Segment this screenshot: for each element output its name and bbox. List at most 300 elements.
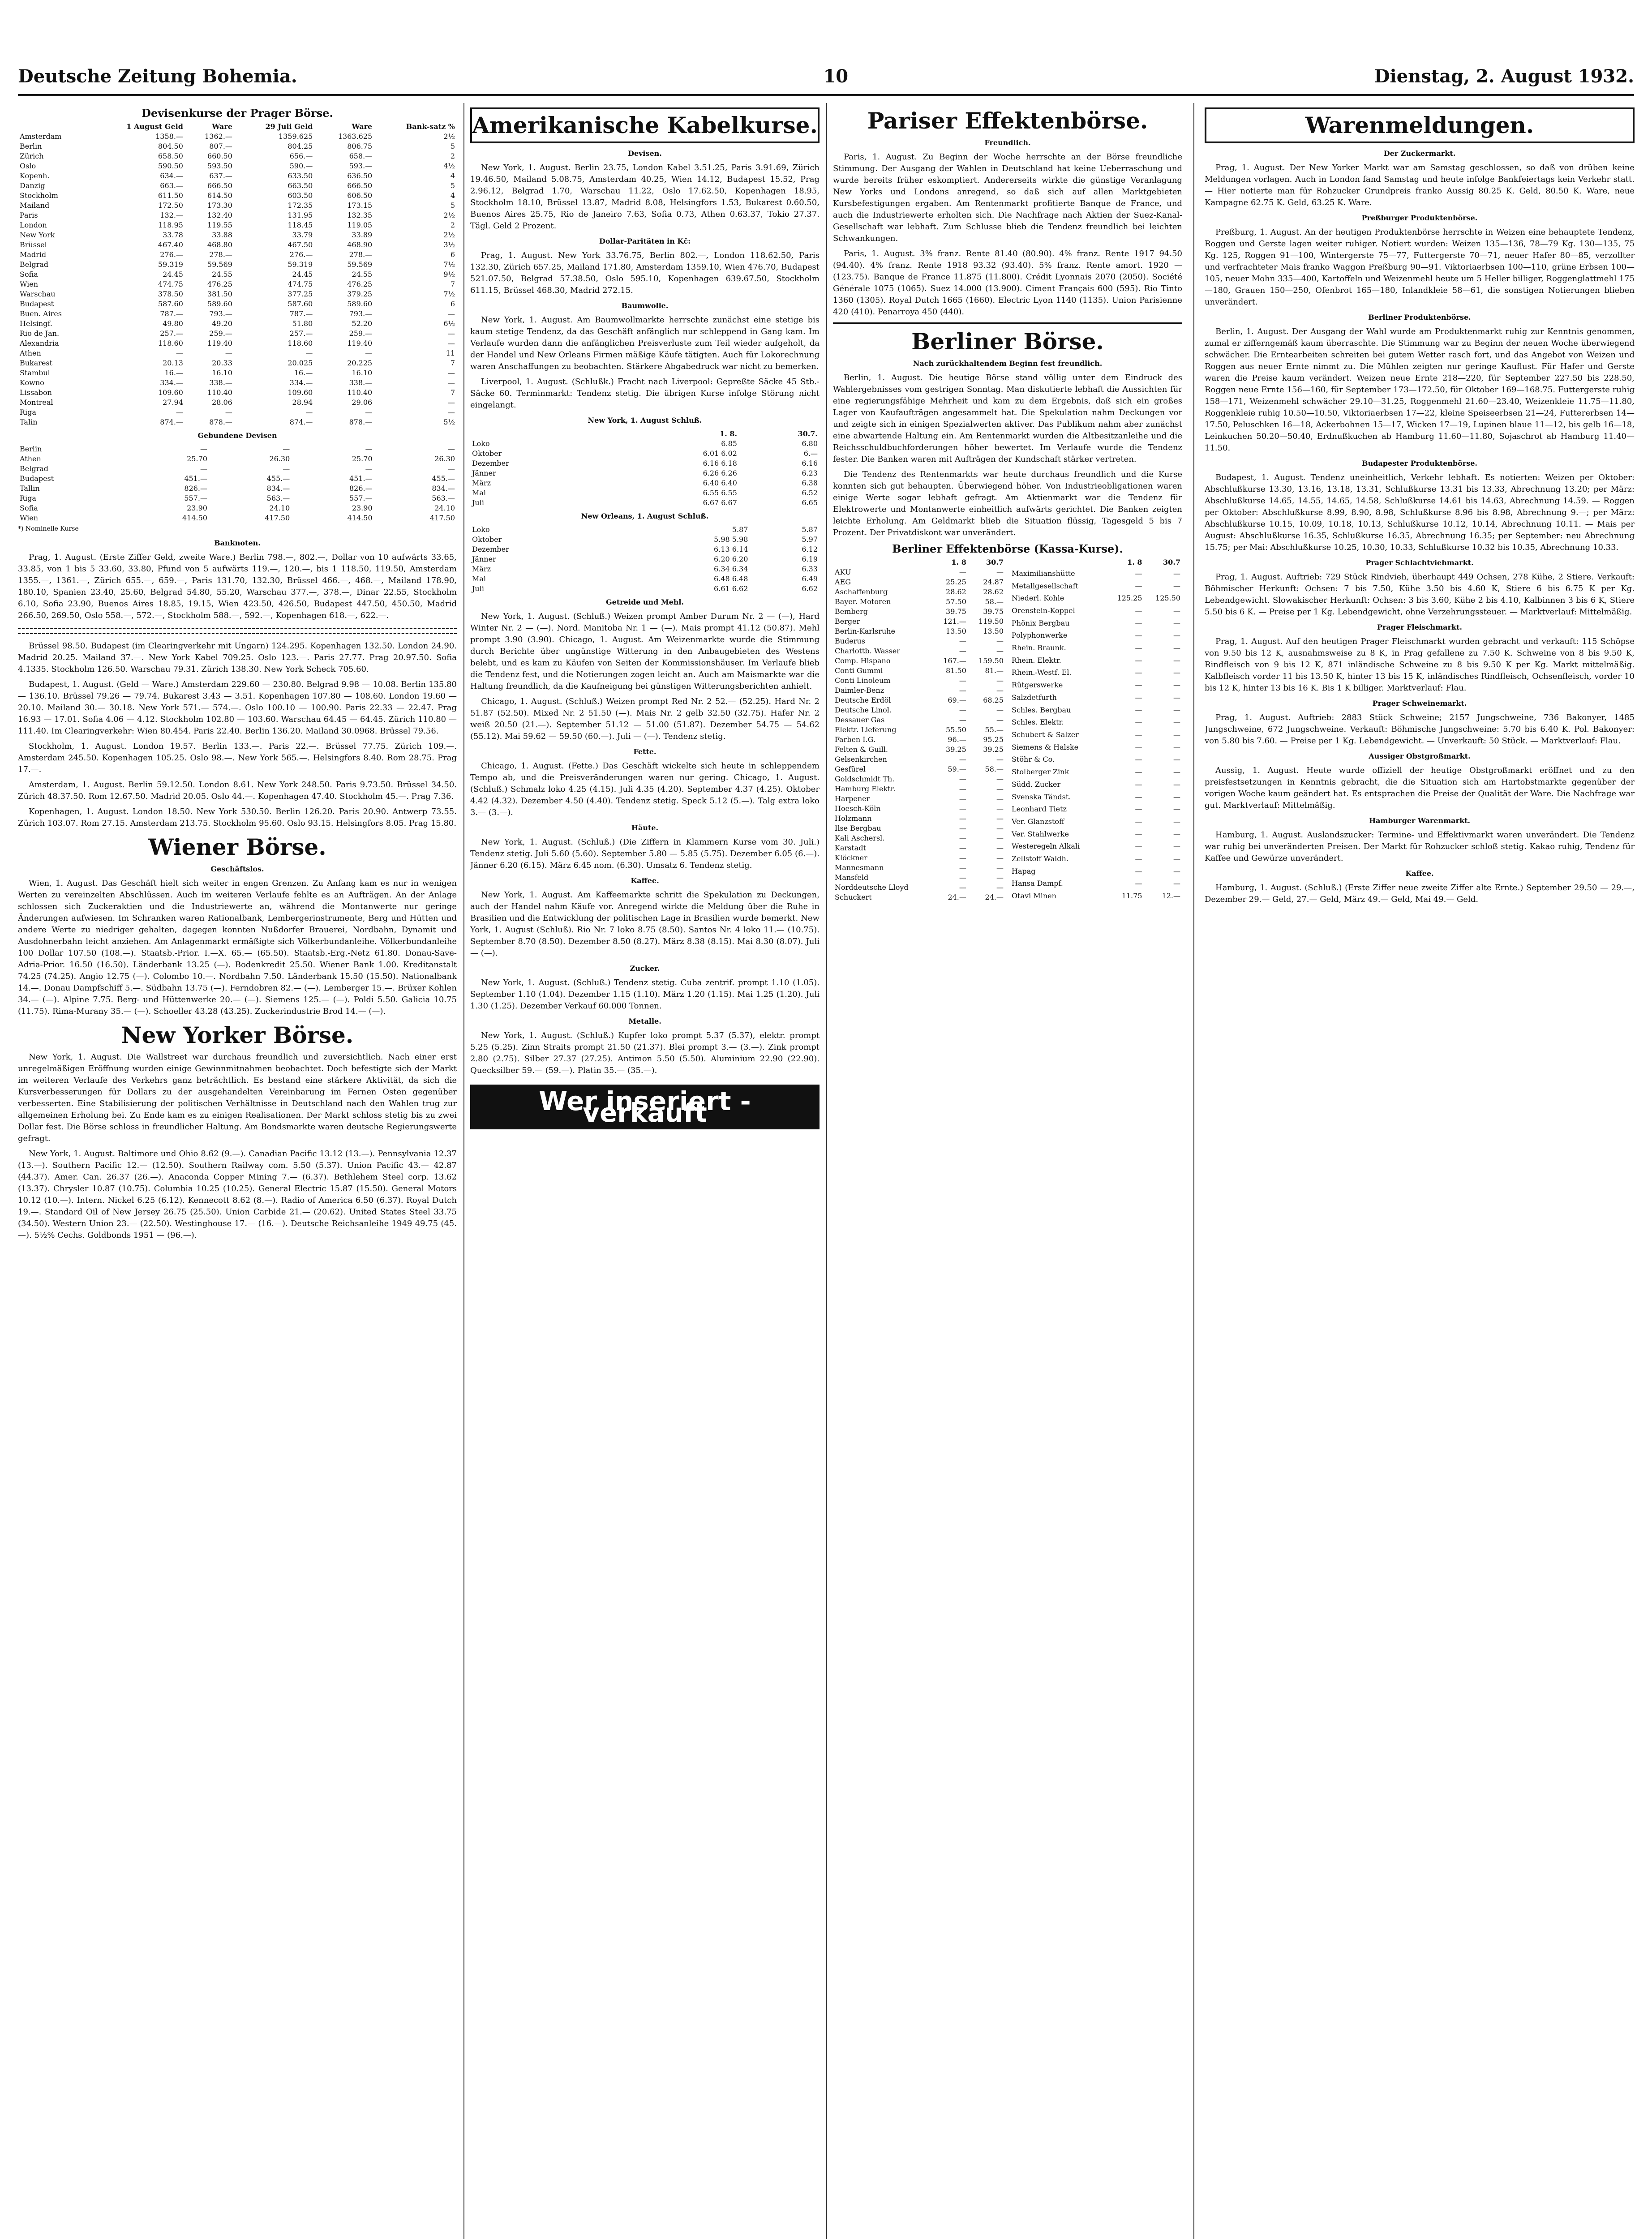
table-cell: — — [959, 804, 966, 813]
table-cell: — — [996, 706, 1004, 714]
table-row — [1010, 840, 1182, 853]
table-row — [18, 230, 457, 240]
table-cell: Dezember — [472, 545, 509, 553]
table-cell: 257.— — [289, 329, 313, 338]
table-cell: 7½ — [443, 260, 455, 269]
table-cell: — — [1135, 581, 1142, 590]
table-cell: 109.60 — [287, 388, 313, 397]
table-cell: — — [448, 398, 455, 407]
table-cell: 39.75 — [983, 607, 1004, 616]
cotton-table1-title: New York, 1. August Schluß. — [588, 416, 702, 425]
table-row — [470, 554, 820, 564]
table-cell: Juli — [472, 498, 484, 507]
table-cell: London — [20, 221, 47, 229]
table-row — [1010, 654, 1182, 667]
page-header — [18, 63, 1634, 90]
table-cell: Orenstein-Koppel — [1012, 606, 1075, 615]
table-cell: 806.75 — [347, 142, 373, 150]
table-row — [833, 843, 1005, 853]
table-cell: Daimler-Benz — [835, 686, 884, 695]
table-row — [18, 220, 457, 230]
table-cell: 4 — [450, 191, 455, 200]
table-cell: — — [959, 854, 966, 862]
table-cell: — — [305, 349, 313, 357]
table-cell: 6.48 6.48 — [714, 575, 748, 583]
getreide-text: New York, 1. August. (Schluß.) Weizen prompt Amber Durum Nr. 2 — (—), Hard Winter Nr. 2 — (—). Nord. Manitoba Nr. 1 — (—). Mais prompt 41.12 (50.87). Mehl prompt 3.90 (3.90). Chicago, 1. August. Am Weizenmarkte wurde die Stimmung durch Berichte über ungünstige Witterung in den Anbaugebieten des Westens belebt, und es kam zu Käufen von Seiten der Kommissionshäuser. Im Verlaufe blieb die Tendenz fest, und die Notierungen zogen leicht an. Auch am Maismarkte war die Haltung freundlich, da die Kaufneigung bei günstigen Witterungsberichten anhielt. — [470, 612, 820, 691]
table-cell: — — [283, 445, 290, 453]
table-cell: — — [959, 794, 966, 803]
table-row — [833, 636, 1005, 646]
table-row — [833, 863, 1005, 873]
table-cell: 125.50 — [1155, 594, 1180, 603]
table-row — [470, 584, 820, 594]
table-row — [470, 468, 820, 478]
table-cell: 5.97 — [802, 535, 818, 544]
table-cell: 414.50 — [182, 514, 207, 522]
table-cell: — — [1173, 631, 1180, 640]
table-row — [833, 892, 1005, 902]
table-cell: — — [1135, 842, 1142, 851]
table-row — [1010, 567, 1182, 580]
table-cell: 276.— — [289, 250, 313, 259]
table-cell: Goldschmidt Th. — [835, 775, 895, 783]
table-cell: Hoesch-Köln — [835, 804, 881, 813]
table-cell: 1363.625 — [338, 132, 373, 141]
table-row — [833, 656, 1005, 666]
table-row — [18, 260, 457, 270]
table-cell: 132.— — [160, 211, 183, 219]
table-row — [1010, 803, 1182, 815]
table-row — [18, 319, 457, 329]
table-cell: Mailand — [20, 201, 50, 210]
baumwolle-text: New York, 1. August. Am Baumwollmarkte herrschte zunächst eine stetige bis kaum stetige Tendenz, da das Geschäft anfänglich nur schleppend in Gang kam. Im Verlaufe wurden dann die anfänglichen Preisverluste zum Teil wieder aufgeholt, da der Handel und New Orleans Firmen mäßige Käufe tätigten. Auch für Lokorechnung waren Anschaffungen zu beobachten. Stärkere Abgabedruck war nicht zu bemerken. — [470, 315, 820, 371]
berliner-produkten-sub: Berliner Produktenbörse. — [1368, 313, 1471, 322]
table-row — [470, 478, 820, 488]
table-cell: 118.45 — [287, 221, 313, 229]
table-cell: 633.50 — [287, 172, 313, 180]
table-row — [470, 535, 820, 545]
paritaeten-sub: Dollar-Paritäten in Kč: — [599, 237, 691, 245]
table-cell: — — [959, 706, 966, 714]
table-cell: 257.— — [160, 329, 183, 338]
table-cell: Paris — [20, 211, 38, 219]
table-cell: 1358.— — [155, 132, 183, 141]
table-cell: 834.— — [432, 484, 455, 493]
banknoten-title: Banknoten. — [214, 539, 261, 547]
table-cell: 59.319 — [158, 260, 183, 269]
table-cell: 11.75 — [1121, 892, 1142, 901]
table-row — [18, 474, 457, 484]
table-row — [1010, 729, 1182, 741]
table-cell: 6.23 — [802, 469, 818, 477]
table-row — [470, 574, 820, 584]
table-cell: 4½ — [443, 162, 455, 170]
table-cell: Athen — [20, 349, 41, 357]
table-row — [18, 299, 457, 309]
table-row — [18, 398, 457, 407]
table-cell: — — [448, 464, 455, 473]
table-header-cell: Bank-satz % — [406, 122, 455, 131]
table-cell: — — [996, 716, 1004, 724]
table-cell: 7 — [450, 280, 455, 288]
table-header-cell: 1. 8 — [1127, 558, 1142, 566]
table-cell: — — [1135, 817, 1142, 826]
table-cell: — — [305, 408, 313, 416]
table-cell: Phönix Bergbau — [1012, 618, 1070, 627]
kaffee-text: New York, 1. August. Am Kaffeemarkte schritt die Spekulation zu Deckungen, auch der Handel nahm Käufe vor. Anregend wirkte die Meldung über die Ruhe in Brasilien und die Entwicklung der politischen Lage in Brasilien wurde bemerkt. New York, 1. August (Schluß). Rio Nr. 7 loko 8.75 (8.50). Santos Nr. 4 loko 11.— (10.75). September 8.70 (8.50). Dezember 8.50 (8.27). März 8.38 (8.15). Mai 8.30 (8.07). Juli — (—). — [470, 890, 820, 958]
table-row — [18, 250, 457, 260]
table-cell: — — [959, 883, 966, 892]
table-cell: 637.— — [209, 172, 232, 180]
table-cell: 6.34 6.34 — [714, 565, 748, 573]
table-cell: 11 — [446, 349, 455, 357]
table-cell: 878.— — [349, 418, 373, 426]
table-row — [18, 464, 457, 474]
table-cell: — — [959, 785, 966, 793]
table-cell: — — [959, 686, 966, 695]
table-cell: Stambul — [20, 369, 50, 377]
banknoten-text: Prag, 1. August. (Erste Ziffer Geld, zweite Ware.) Berlin 798.—, 802.—, Dollar von 10 aufwärts 33.65, 33.85, von 1 bis 5 33.60, 33.80, Pfund von 5 aufwärts 119.—, 120.—, bis 1 118.50, 119.50, Amsterdam 1355.—, 1361.—, Zürich 655.—, 659.—, Paris 131.70, 132.30, Brüssel 466.—, 468.—, Mailand 178.90, 180.10, Spanien 23.40, 25.60, Belgrad 54.80, 55.20, Warschau 377.—, 378.—, Dinar 22.55, Stockholm 6.10, Sofia 23.90, Buenos Aires 18.85, 19.15, Wien 423.50, 426.50, Budapest 447.50, 450.50, Madrid 266.50, 269.50, Oslo 558.—, 572.—, Stockholm 588.—, 592.—, Kopenhagen 618.—, 622.—. — [18, 553, 457, 620]
table-row — [833, 883, 1005, 892]
table-row — [833, 567, 1005, 577]
table-cell: — — [959, 676, 966, 685]
table-cell: 25.70 — [187, 455, 207, 463]
table-cell: 658.— — [349, 152, 373, 160]
chicago-text: Chicago, 1. August. (Schluß.) Weizen prompt Red Nr. 2 52.— (52.25). Hard Nr. 2 51.87 (52.50). Mixed Nr. 2 51.50 (—). Mais Nr. 2 gelb 32.50 (32.75). Hafer Nr. 2 weiß 20.50 (21.—). September 51.12 — 51.00 (51.87). Dezember 54.75 — 54.62 (55.12). Mai 59.62 — 59.50 (60.—). Juli — (—). Tendenz stetig. — [470, 697, 820, 741]
table-cell: 414.50 — [347, 514, 373, 522]
table-row — [1010, 828, 1182, 841]
table-header-cell: 29 Juli Geld — [265, 122, 313, 131]
table-cell: 2½ — [443, 231, 455, 239]
table-cell: 1359.625 — [278, 132, 313, 141]
table-header-cell: Ware — [352, 122, 373, 131]
table-cell: 20.13 — [163, 359, 183, 367]
table-row — [18, 417, 457, 427]
table-cell: — — [959, 637, 966, 645]
table-cell: 172.35 — [287, 201, 313, 210]
table-cell: 81.50 — [946, 666, 966, 675]
table-row — [18, 378, 457, 388]
table-header-cell: 1. 8. — [719, 429, 737, 438]
table-cell: — — [959, 716, 966, 724]
table-cell: — — [1173, 581, 1180, 590]
table-cell: 587.60 — [287, 300, 313, 308]
table-cell: 2½ — [443, 132, 455, 141]
newyork-text: New York, 1. August. Die Wallstreet war durchaus freundlich und zuversichtlich. Nach einer erst unregelmäßigen Eröffnung wurden einige Gewinnmitnahmen beobachtet. Doch befestigte sich der Markt im weiteren Verlaufe des Verkehrs ganz beträchtlich. Es bestand eine stärkere Aktivität, da sich die Kursverbesserungen für Dollars zu der ausgehandelten Vereinbarung im Fernen Osten gegenüber verbesserten. Eine Stabilisierung der politischen Verhältnisse in Deutschland nach den Wahlen trug zur allgemeinen Erholung bei. Zu Ende kam es zu einigen Realisationen. Der Markt schloss stetig bis zu zwei Dollar fest. Die Börse schloss in freundlicher Haltung. Am Bondsmarkte waren deutsche Regierungswerte gefragt. — [18, 1052, 457, 1143]
table-cell: Conti Linoleum — [835, 676, 891, 685]
table-row — [1010, 766, 1182, 778]
section-title-pariser: Pariser Effektenbörse. — [867, 107, 1148, 134]
table-cell: — — [1173, 817, 1180, 826]
table-cell: — — [1135, 768, 1142, 776]
table-cell: 5 — [450, 201, 455, 210]
table-row — [1010, 815, 1182, 828]
effekten-title: Berliner Effektenbörse (Kassa-Kurse). — [892, 542, 1123, 555]
table-cell: 24.10 — [434, 504, 455, 512]
table-cell: 26.30 — [269, 455, 290, 463]
table-cell: 259.— — [209, 329, 232, 338]
table-row — [18, 407, 457, 417]
table-cell: Gesfürel — [835, 765, 866, 773]
column-waren — [1205, 103, 1635, 2239]
table-cell: 6 — [450, 250, 455, 259]
table-cell: Felten & Guill. — [835, 745, 888, 754]
table-cell: 7 — [450, 388, 455, 397]
table-cell: 95.25 — [983, 735, 1004, 744]
table-cell: 6.38 — [802, 479, 818, 487]
table-cell: 787.— — [289, 309, 313, 318]
table-cell: Comp. Hispano — [835, 656, 891, 665]
table-cell: Lissabon — [20, 388, 52, 397]
table-cell: März — [472, 565, 491, 573]
table-cell: 6.55 6.55 — [703, 489, 737, 497]
cotton-table-newyork — [470, 429, 820, 508]
table-cell: 557.— — [184, 494, 207, 502]
table-cell: — — [996, 834, 1004, 842]
section-title-kabelkurse: Amerikanische Kabelkurse. — [470, 107, 820, 143]
table-cell: Salzdetfurth — [1012, 693, 1057, 702]
table-cell: Berlin — [20, 142, 42, 150]
table-row — [470, 498, 820, 508]
table-cell: Montreal — [20, 398, 53, 407]
table-cell: Stöhr & Co. — [1012, 755, 1055, 764]
table-row — [18, 279, 457, 289]
zucker-text: Prag, 1. August. Der New Yorker Markt war am Samstag geschlossen, so daß von drüben keine Meldungen vorlagen. Auch in London fand Samstag und heute infolge Bankfeiertags kein Verkehr statt. — Hier notierte man für Rohzucker Grundpreis franko Aussig 80.25 K. Geld, 80.50 K. Ware, neue Kampagne 62.75 K. Geld, 63.25 K. Ware. — [1205, 163, 1635, 207]
brussel-text: Brüssel 98.50. Budapest (im Clearingverkehr mit Ungarn) 124.295. Kopenhagen 132.50. London 24.90. Madrid 20.25. Mailand 37.—. New York Kabel 709.25. Oslo 123.—. Paris 27.77. Prag 20.97.50. Sofia 4.1335. Stockholm 126.50. Warschau 79.31. Zürich 138.30. New York Scheck 705.60. — [18, 641, 457, 674]
table-cell: Norddeutsche Lloyd — [835, 883, 909, 892]
table-cell: — — [1173, 742, 1180, 751]
table-cell: — — [1173, 730, 1180, 739]
table-cell: — — [996, 755, 1004, 763]
table-cell: Conti Gummi — [835, 666, 883, 675]
table-cell: — — [1135, 879, 1142, 888]
table-cell: 121.— — [943, 617, 966, 626]
table-header-cell — [833, 558, 933, 567]
table-cell: — — [1135, 755, 1142, 764]
table-cell: 6.67 6.67 — [703, 498, 737, 507]
table-cell: New York — [20, 231, 55, 239]
table-cell: 6.40 6.40 — [703, 479, 737, 487]
berliner-produkten-text: Berlin, 1. August. Der Ausgang der Wahl wurde am Produktenmarkt ruhig zur Kenntnis genommen, zumal er zifferngemäß kaum überraschte. Die Stimmung war zu Beginn der neuen Woche überwiegend schwächer. Die Erntearbeiten schreiten bei gutem Wetter rasch fort, und das Angebot von Weizen und Roggen aus neuer Ernte nimmt zu. Die Mühlen zeigten nur geringe Kauflust. Für Hafer und Gerste waren die Preise kaum verändert. Weizen neue Ernte 218—220, für September 227.50 bis 228.50, Roggen neue Ernte 156—160, für September 173—172.50, für Oktober 169—168.75. Futtergerste ruhig 158—171, Weizenmehl schwächer 29.10—31.25, Roggenmehl 21.60—23.40, Weizenkleie 11.75—11.80, Roggenkleie ruhig 10.50—10.50, Viktoriaerbsen 17—22, kleine Speiseerbsen 21—24, Futtererbsen 14—17.50, Peluschken 16—18, Ackerbohnen 15—17, Wicken 17—19, Lupinen blaue 11—12, bis gelb 16—18, Leinkuchen 50.20—50.40, Erdnußkuchen ab Hamburg 11.60—11.80, Sojaschrot ab Hamburg 11.40—11.50. — [1205, 327, 1635, 453]
table-cell: 3½ — [443, 240, 455, 249]
table-row — [833, 686, 1005, 695]
table-row — [833, 824, 1005, 833]
table-cell: — — [1135, 805, 1142, 814]
kaffee-sub: Kaffee. — [1405, 869, 1434, 878]
table-cell: 6.19 — [802, 555, 818, 563]
table-cell: — — [1135, 656, 1142, 665]
table-cell: 55.— — [985, 725, 1004, 734]
budapest-sub: Budapester Produktenbörse. — [1362, 459, 1477, 468]
table-cell: 33.88 — [212, 231, 232, 239]
hamburg-sub: Hamburger Warenmarkt. — [1369, 816, 1470, 825]
table-cell: — — [1173, 842, 1180, 851]
table-row — [18, 454, 457, 464]
table-cell: — — [1135, 681, 1142, 690]
table-cell: Metallgesellschaft — [1012, 581, 1079, 590]
column-finance — [18, 103, 457, 2239]
table-cell: Leonhard Tietz — [1012, 805, 1067, 814]
table-row — [833, 577, 1005, 587]
table-cell: — — [996, 794, 1004, 803]
table-cell: 656.— — [289, 152, 313, 160]
table-row — [18, 388, 457, 398]
table-cell: 338.— — [209, 378, 232, 387]
table-cell: Aschaffenburg — [835, 588, 888, 596]
budapest-text: Budapest, 1. August. (Geld — Ware.) Amsterdam 229.60 — 230.80. Belgrad 9.98 — 10.08. Berlin 135.80 — 136.10. Brüssel 79.26 — 79.74. Bukarest 3.43 — 3.51. Kopenhagen 107.80 — 108.60. London 19.60 — 20.10. Mailand 30.— 30.18. New York 571.— 574.—. Oslo 100.10 — 100.90. Paris 22.33 — 22.47. Prag 16.93 — 17.01. Sofia 4.06 — 4.12. Stockholm 102.80 — 103.60. Warschau 64.45 — 64.45. Zürich 110.80 — 111.40. Im Clearingverkehr: Wien 80.454. Paris 22.40. Berlin 136.20. Mailand 30.0968. Brüssel 79.56. — [18, 680, 457, 736]
column-divider — [1193, 103, 1194, 2239]
table-cell: — — [1173, 829, 1180, 838]
table-cell: 6.26 6.26 — [703, 469, 737, 477]
paritaeten-text: Prag, 1. August. New York 33.76.75, Berlin 802.—, London 118.62.50, Paris 132.30, Zürich 657.25, Mailand 171.80, Amsterdam 1359.10, Wien 476.70, Budapest 521.07.50, Belgrad 57.38.50, Oslo 595.10, Kopenhagen 639.67.50, Stockholm 611.15, Brüssel 468.30, Madrid 272.15. — [470, 251, 820, 295]
table-cell: Wien — [20, 280, 39, 288]
table-row — [1010, 605, 1182, 617]
table-cell: 474.75 — [158, 280, 183, 288]
table-cell: Otavi Minen — [1012, 892, 1056, 901]
table-row — [833, 833, 1005, 843]
table-cell: — — [448, 339, 455, 347]
kaffee-text: Hamburg, 1. August. (Schluß.) (Erste Ziffer neue zweite Ziffer alte Ernte.) September 29.50 — 29.—, Dezember 29.— Geld, 27.— Geld, März 49.— Geld, Mai 49.— Geld. — [1205, 883, 1635, 904]
table-cell: Bayer. Motoren — [835, 597, 891, 606]
table-cell: 39.25 — [946, 745, 966, 754]
header-rule — [18, 94, 1634, 96]
table-cell: 878.— — [209, 418, 232, 426]
table-cell: 58.— — [985, 597, 1004, 606]
table-cell: Farben I.G. — [835, 735, 876, 744]
table-cell: 377.25 — [287, 290, 313, 298]
table-row — [1010, 791, 1182, 803]
table-cell: — — [1173, 879, 1180, 888]
table-row — [18, 171, 457, 181]
table-cell: 24.55 — [352, 270, 373, 279]
table-cell: 119.55 — [207, 221, 232, 229]
table-row — [18, 181, 457, 191]
liverpool-text: Liverpool, 1. August. (Schlußk.) Fracht nach Liverpool: Gepreßte Säcke 45 Stb.-Säcke 60. Terminmarkt: Tendenz stetig. Die übrigen Kurse infolge Störung nicht eingelangt. — [470, 377, 820, 410]
table-cell: 6.13 6.14 — [714, 545, 748, 553]
header-page-number: 10 — [823, 65, 849, 87]
table-row — [470, 525, 820, 535]
table-cell: Rhein.-Westf. El. — [1012, 668, 1072, 677]
berliner-text: Berlin, 1. August. Die heutige Börse stand völlig unter dem Eindruck des Wahlergebnisses vom gestrigen Sonntag. Man diskutierte lebhaft die Aussichten für eine regierungsfähige Mehrheit und kam zu dem Ergebnis, daß sich ein großes Lager von Kaufaufträgen angesammelt hat. Die Spekulation nahm Deckungen vor und zeigte sich in einigen Spezialwerten aktiver. Das Publikum nahm aber zunächst eine abwartende Haltung ein. Am Rentenmarkt wurden die Altbesitzanleihe und die Reichsschuldbuchforderungen höher bewertet. Im Verlaufe wurde die Tendenz fester. Die Banken waren mit Aufträgen der Kundschaft stärker vertreten. — [833, 373, 1182, 464]
table-cell: 334.— — [160, 378, 183, 387]
table-cell: 20.33 — [212, 359, 232, 367]
table-cell: Zürich — [20, 152, 44, 160]
table-row — [18, 240, 457, 250]
table-cell: 16.— — [164, 369, 183, 377]
section-title-devisen: Devisenkurse der Prager Börse. — [142, 107, 333, 120]
table-row — [470, 488, 820, 498]
table-cell: Svenska Tändst. — [1012, 792, 1071, 801]
table-cell: Elektr. Lieferung — [835, 725, 897, 734]
table-cell: Berlin — [20, 445, 42, 453]
table-cell: 29.06 — [352, 398, 373, 407]
budapest-text: Budapest, 1. August. Tendenz uneinheitlich, Verkehr lebhaft. Es notierten: Weizen per Oktober: Abschlußkurse 13.30, 13.16, 13.18, 13.31, Schlußkurse 13.31 bis 13.33, Abrechnung 13.20; per März: Abschlußkurse 14.65, 14.55, 14.65, 14.58, Schlußkurse 14.61 bis 14.63, Abrechnung 14.59. — Roggen per Oktober: Abschlußkurse 8.99, 8.90, 8.98, Schlußkurse 8.96 bis 8.98, Abrechnung 9.—; per März: Abschlußkurse 10.15, 10.09, 10.18, 10.13, Schlußkurse 10.12, 10.14, Abrechnung 10.11. — Mais per August: Abschlußkurse 16.35, Schlußkurse 16.35, Abrechnung 16.35; per September: neu Abrechnung 15.75; per Mai: Abschlußkurse 10.25, 10.30, 10.33, Schlußkurse 10.32 bis 10.35, Abrechnung 10.33. — [1205, 473, 1635, 552]
table-cell: 787.— — [160, 309, 183, 318]
table-cell: — — [1135, 780, 1142, 789]
table-cell: — — [959, 568, 966, 576]
table-cell: — — [1135, 643, 1142, 652]
table-cell: 6.85 — [721, 439, 737, 448]
table-cell: Ver. Glanzstoff — [1012, 817, 1064, 826]
table-cell: — — [1173, 656, 1180, 665]
table-cell: — — [1135, 618, 1142, 627]
table-cell: — — [1173, 718, 1180, 727]
table-cell: — — [1135, 854, 1142, 863]
table-row — [18, 161, 457, 171]
table-cell: 173.30 — [207, 201, 232, 210]
haeute-sub: Häute. — [631, 824, 659, 832]
table-cell: — — [1135, 631, 1142, 640]
table-header-cell — [1010, 558, 1106, 567]
table-cell: — — [365, 408, 373, 416]
table-cell: 563.— — [266, 494, 290, 502]
table-row — [1010, 679, 1182, 691]
wiener-sub: Geschäftslos. — [210, 865, 264, 873]
table-row — [18, 210, 457, 220]
newyork-quotes: New York, 1. August. Baltimore und Ohio 8.62 (9.—). Canadian Pacific 13.12 (13.—). Pennsylvania 12.37 (13.—). Southern Pacific 12.— (12.50). Southern Railway com. 5.50 (5.37). Union Pacific 43.— 42.87 (44.37). Amer. Can. 26.37 (26.—). Anaconda Copper Mining 7.— (6.37). Bethlehem Steel corp. 13.62 (13.37). Chrysler 10.87 (10.75). Columbia 10.25 (10.25). General Electric 15.87 (15.50). General Motors 10.12 (10.—). Intern. Nickel 6.25 (6.12). Kennecott 8.62 (8.—). Radio of America 6.50 (6.37). Royal Dutch 19.—. Standard Oil of New Jersey 26.75 (25.50). Union Carbide 21.— (20.62). United States Steel 33.75 (34.50). Western Union 23.— (22.50). Westinghouse 17.— (16.—). Deutsche Reichsanleihe 1949 49.75 (45.—). 5½% Cechs. Goldbonds 1951 — (96.—). — [18, 1149, 457, 1240]
table-cell: Harpener — [835, 794, 870, 803]
table-cell: 660.50 — [207, 152, 232, 160]
table-row — [470, 439, 820, 449]
schweine-text: Prag, 1. August. Auftrieb: 2883 Stück Schweine; 2157 Jungschweine, 736 Bakonyer, 1485 Jungschweine, 672 Jungschweine. Verkauft: Böhmische Jungschweine: 5.70 bis 6.40 K. Pol. Bakonyer: von 5.80 bis 7.60. — Preise per 1 Kg. Lebendgewicht. — Unverkauft: 50 Stück. — Marktverlauf: Flau. — [1205, 713, 1635, 746]
table-cell: Charlottb. Wasser — [835, 647, 900, 655]
table-cell: Schles. Elektr. — [1012, 718, 1064, 727]
effekten-table-a — [833, 558, 1005, 902]
table-cell: — — [200, 464, 207, 473]
zucker-text: New York, 1. August. (Schluß.) Tendenz stetig. Cuba zentrif. prompt 1.10 (1.05). September 1.10 (1.04). Dezember 1.15 (1.10). März 1.20 (1.15). Mai 1.25 (1.20). Juli 1.30 (1.25). Dezember Verkauf 60.000 Tonnen. — [470, 978, 820, 1011]
table-cell: 33.79 — [292, 231, 313, 239]
table-cell: 24.45 — [292, 270, 313, 279]
table-row — [833, 695, 1005, 705]
table-row — [833, 646, 1005, 656]
table-cell: — — [1173, 866, 1180, 875]
table-cell: Niederl. Kohle — [1012, 594, 1064, 603]
table-cell: 13.50 — [946, 627, 966, 635]
table-row — [833, 626, 1005, 636]
table-row — [18, 339, 457, 348]
table-cell: 587.60 — [158, 300, 183, 308]
table-cell: 6 — [450, 300, 455, 308]
table-cell: 6.33 — [802, 565, 818, 573]
column-american — [470, 103, 820, 2239]
table-row — [1010, 853, 1182, 865]
table-cell: Holzmann — [835, 814, 872, 823]
table-row — [1010, 642, 1182, 654]
table-cell: 793.— — [209, 309, 232, 318]
table-row — [18, 151, 457, 161]
table-cell: — — [365, 445, 373, 453]
table-cell: Oktober — [472, 449, 502, 458]
table-row — [833, 597, 1005, 607]
table-cell: 5.98 5.98 — [714, 535, 748, 544]
table-cell: Oktober — [472, 535, 502, 544]
table-row — [833, 715, 1005, 725]
table-cell: Ver. Stahlwerke — [1012, 829, 1069, 838]
table-cell: 467.50 — [287, 240, 313, 249]
zucker-sub: Zucker. — [630, 964, 660, 973]
table-row — [18, 484, 457, 493]
table-cell: 24.10 — [269, 504, 290, 512]
kopenhagen-text: Kopenhagen, 1. August. London 18.50. New York 530.50. Berlin 126.20. Paris 20.90. Antwerp 73.55. Zürich 103.07. Rom 27.15. Amsterdam 213.75. Stockholm 95.60. Oslo 93.15. Helsingfors 8.05. Prag 15.80. — [18, 807, 457, 828]
berliner-sub: Nach zurückhaltendem Beginn fest freundlich. — [913, 359, 1103, 368]
table-cell: 5 — [450, 142, 455, 150]
table-header-cell — [18, 122, 90, 132]
table-row — [833, 705, 1005, 715]
table-cell: 663.50 — [287, 181, 313, 190]
table-cell: 5 — [450, 181, 455, 190]
table-cell: — — [996, 844, 1004, 852]
table-cell: 636.50 — [347, 172, 373, 180]
